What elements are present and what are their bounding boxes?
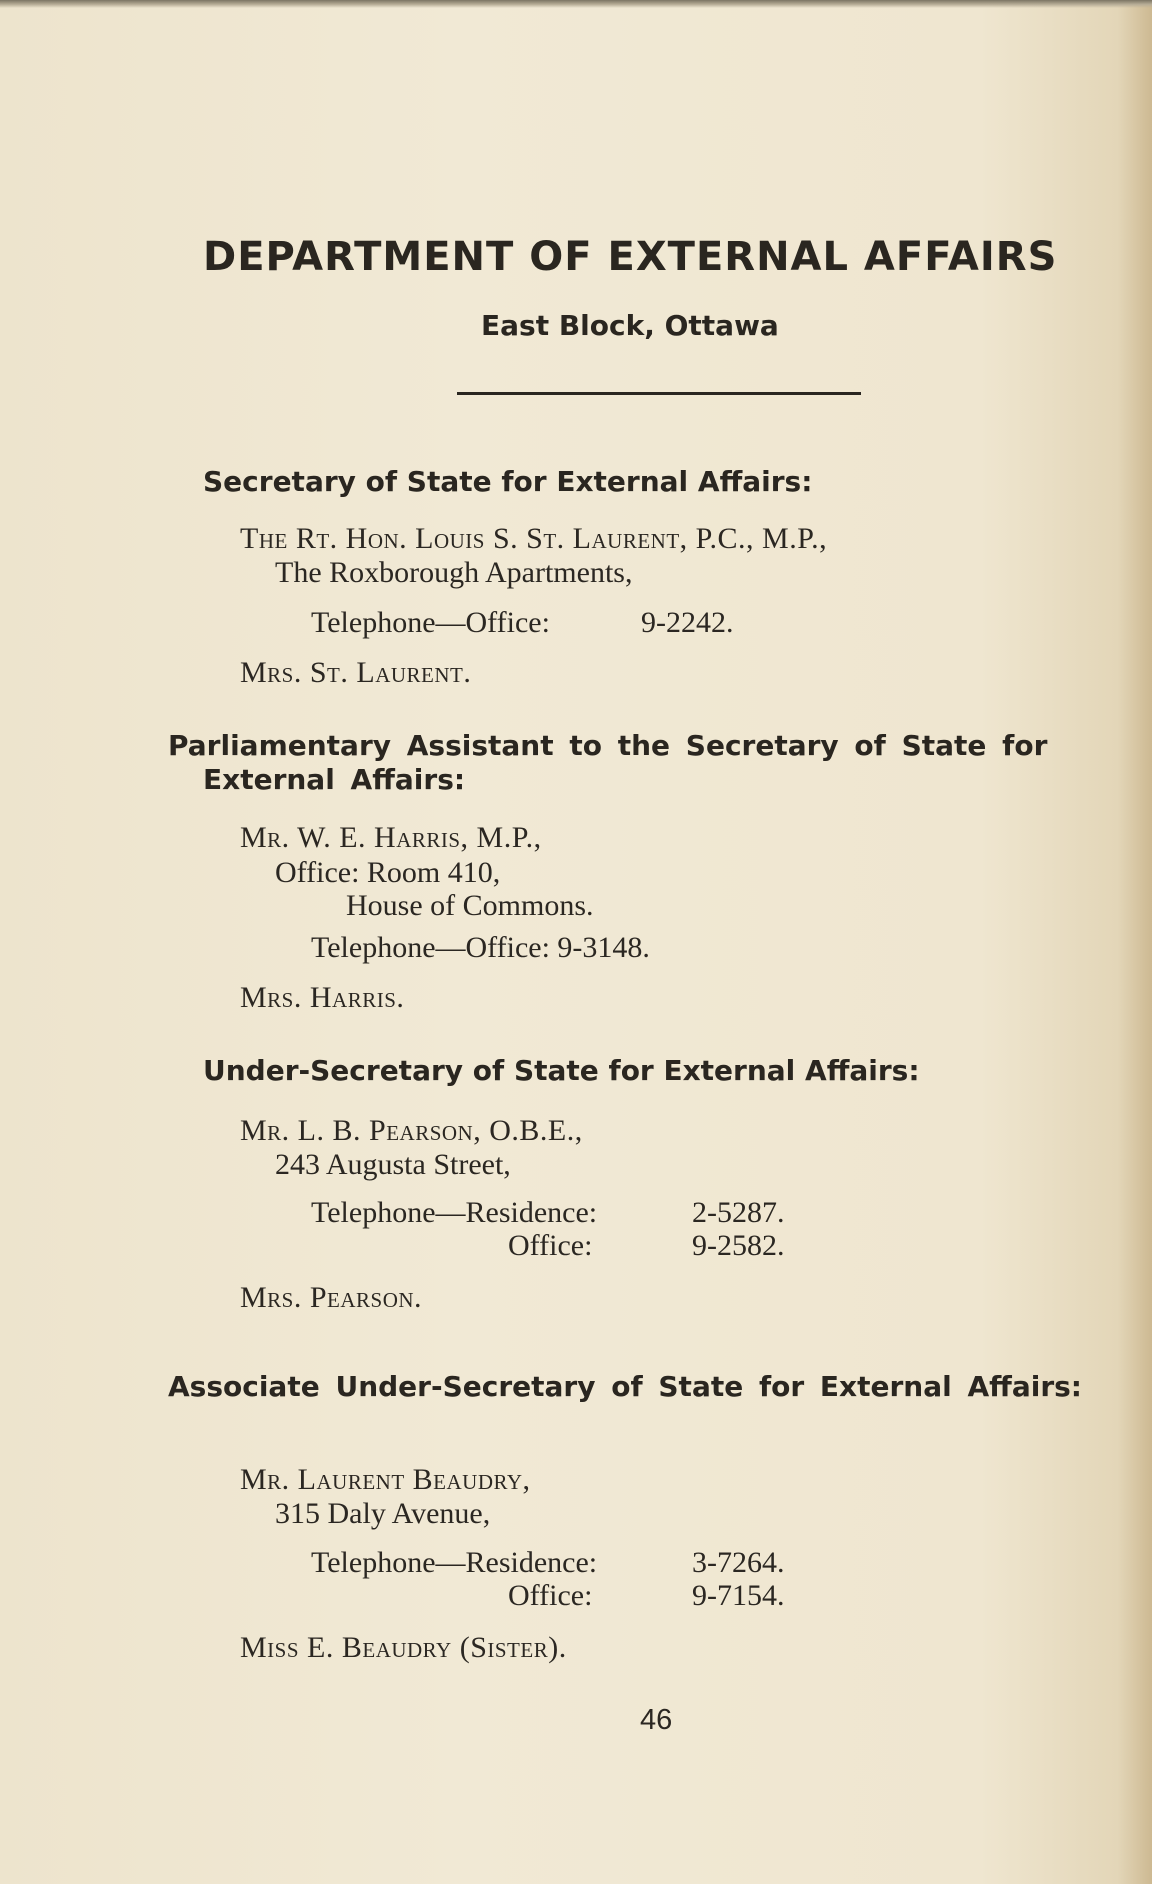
page-number: 46	[640, 1704, 673, 1736]
assistant-name: Mr. W. E. Harris, M.P.,	[240, 821, 542, 854]
under-secretary-name: Mr. L. B. Pearson, O.B.E.,	[240, 1114, 583, 1147]
section-title-associate-under-secretary: Associate Under-Secretary of State for External Affairs:	[168, 1370, 1082, 1403]
assistant-telephone: Telephone—Office: 9-3148.	[311, 931, 650, 964]
section-title-under-secretary: Under-Secretary of State for External Affairs:	[203, 1054, 920, 1087]
associate-telephone-label: Telephone—Residence:	[311, 1546, 598, 1579]
under-secretary-address: 243 Augusta Street,	[275, 1148, 511, 1181]
under-secretary-office-label: Office:	[508, 1229, 593, 1262]
assistant-office-building: House of Commons.	[346, 889, 594, 922]
secretary-telephone-value: 9-2242.	[641, 606, 734, 639]
title-divider	[457, 392, 861, 395]
secretary-spouse: Mrs. St. Laurent.	[240, 656, 472, 689]
section-title-parliamentary-assistant: Parliamentary Assistant to the Secretary of State for External Affairs:	[168, 729, 1048, 796]
under-secretary-office-value: 9-2582.	[692, 1229, 785, 1262]
secretary-telephone-label: Telephone—Office:	[311, 606, 550, 639]
under-secretary-residence-value: 2-5287.	[692, 1196, 785, 1229]
page-top-edge	[0, 0, 1152, 8]
associate-office-label: Office:	[508, 1579, 593, 1612]
associate-relative: Miss E. Beaudry (Sister).	[240, 1631, 567, 1664]
under-secretary-spouse: Mrs. Pearson.	[240, 1281, 423, 1314]
secretary-name: The Rt. Hon. Louis S. St. Laurent, P.C., M.P.,	[240, 522, 828, 555]
associate-office-value: 9-7154.	[692, 1579, 785, 1612]
associate-address: 315 Daly Avenue,	[275, 1497, 491, 1530]
secretary-address: The Roxborough Apartments,	[275, 556, 633, 589]
section-title-secretary: Secretary of State for External Affairs:	[203, 465, 813, 498]
assistant-spouse: Mrs. Harris.	[240, 981, 405, 1014]
associate-residence-value: 3-7264.	[692, 1546, 785, 1579]
associate-name: Mr. Laurent Beaudry,	[240, 1463, 531, 1496]
page-subtitle: East Block, Ottawa	[481, 309, 779, 342]
under-secretary-telephone-label: Telephone—Residence:	[311, 1196, 598, 1229]
assistant-office: Office: Room 410,	[275, 856, 501, 889]
page-title: DEPARTMENT OF EXTERNAL AFFAIRS	[203, 234, 1058, 280]
